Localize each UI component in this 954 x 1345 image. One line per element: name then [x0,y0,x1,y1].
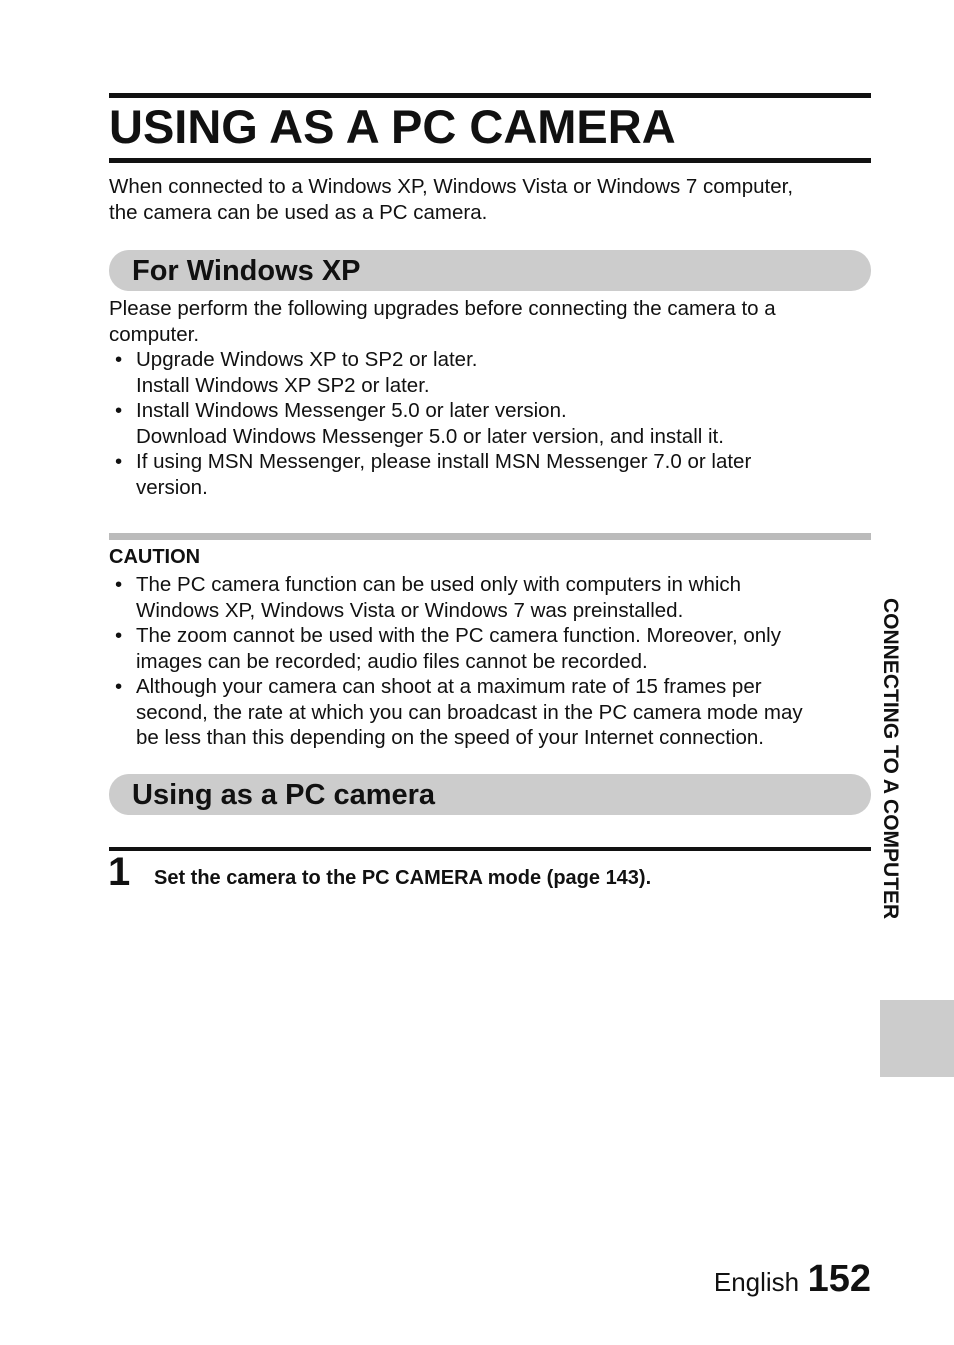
list-item [109,572,871,623]
side-tab-label: CONNECTING TO A COMPUTER [879,598,902,920]
list-item [109,398,871,449]
bullet-icon: • [115,675,123,698]
page-footer [714,1258,871,1301]
list-item-line: version. [136,475,208,499]
bullet-icon: • [115,450,123,473]
title-rule-bottom [109,158,871,163]
list-item [109,347,871,398]
list-item-line: Install Windows Messenger 5.0 or later version. [136,399,567,422]
section-header-windows-xp [109,250,871,291]
list-item-line: If using MSN Messenger, please install MSN Messenger 7.0 or later [136,450,752,473]
list-item-line: Although your camera can shoot at a maximum rate of 15 frames per [136,675,762,698]
caution-body [109,572,871,751]
section-heading: For Windows XP [132,255,361,287]
page-number: 152 [807,1258,871,1300]
bullet-icon: • [115,399,123,422]
list-item-line: Install Windows XP SP2 or later. [136,373,430,397]
list-item-line: second, the rate at which you can broadcast in the PC camera mode may [136,700,803,724]
step-number: 1 [108,850,131,894]
list-item-line: images can be recorded; audio files cannot be recorded. [136,649,648,673]
xp-upgrade-list [109,347,871,500]
intro-line: When connected to a Windows XP, Windows Vista or Windows 7 computer, [109,175,794,198]
step-rule [109,847,871,851]
bullet-icon: • [115,573,123,596]
list-item-line: Download Windows Messenger 5.0 or later version, and install it. [136,424,724,448]
section-header-using-pc-camera [109,774,871,815]
intro-line: the camera can be used as a PC camera. [109,200,488,224]
title-rule-top [109,93,871,98]
bullet-icon: • [115,348,123,371]
list-item-line: The zoom cannot be used with the PC camera function. Moreover, only [136,624,781,647]
xp-intro-line: computer. [109,322,200,346]
list-item [109,623,871,674]
caution-rule [109,533,871,540]
page-title: USING AS A PC CAMERA [109,100,676,153]
list-item-line: Upgrade Windows XP to SP2 or later. [136,348,478,371]
list-item [109,674,871,751]
list-item-line: Windows XP, Windows Vista or Windows 7 was preinstalled. [136,598,684,622]
bullet-icon: • [115,624,123,647]
list-item-line: be less than this depending on the speed of your Internet connection. [136,726,764,749]
windows-xp-body [109,296,871,500]
caution-heading: CAUTION [109,546,201,568]
list-item-line: The PC camera function can be used only with computers in which [136,573,742,596]
list-item [109,449,871,500]
intro-paragraph [109,174,871,225]
side-tab-marker [880,1000,954,1077]
step-instruction: Set the camera to the PC CAMERA mode (page 143). [154,867,652,889]
xp-intro-line: Please perform the following upgrades before connecting the camera to a [109,297,776,320]
caution-list [109,572,871,751]
section-heading: Using as a PC camera [132,779,436,811]
footer-language: English [713,1267,800,1297]
